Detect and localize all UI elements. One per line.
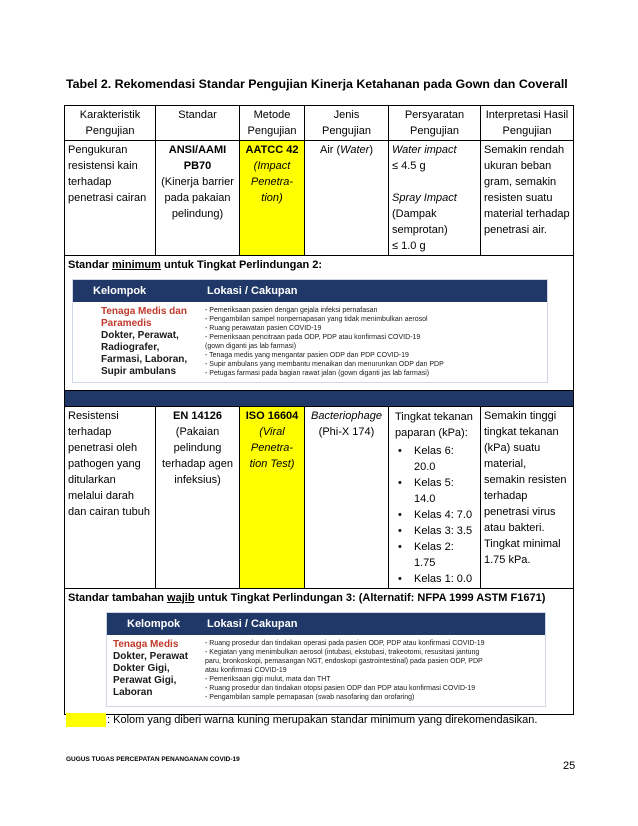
cell-metode-highlight xyxy=(240,141,305,256)
standar-code: EN 14126 xyxy=(173,410,222,422)
level2-kelompok xyxy=(73,306,199,378)
kelas-item: • Kelas 3: 3.5 xyxy=(392,523,477,539)
cell-persyaratan xyxy=(389,407,481,589)
level2-group-header xyxy=(73,280,547,302)
level3-group-header xyxy=(107,613,545,635)
lokasi-item: - Pengambilan sample pernapasan (swab nasofaring dan orofaring) xyxy=(205,694,415,701)
level2-heading xyxy=(68,257,570,273)
table-title: Tabel 2. Rekomendasi Standar Pengujian Kinerja Ketahanan pada Gown dan Coverall xyxy=(66,77,568,91)
level2-underlined: minimum xyxy=(112,259,161,271)
cell-interpretasi: Semakin rendah ukuran beban gram, semakin resisten suatu material terhadap penetrasi air. xyxy=(481,141,574,256)
level2-pre: Standar xyxy=(68,259,113,271)
kelompok-header: Kelompok xyxy=(93,285,147,297)
level3-lokasi-list xyxy=(199,639,545,702)
syarat-water-impact: Water impact xyxy=(392,144,457,156)
kelas-item: • Kelas 2: 1.75 xyxy=(392,539,477,571)
syarat-spray-impact: Spray Impact xyxy=(392,192,457,204)
lokasi-item: - Petugas farmasi pada bagian rawat jalan (gown diganti jas lab farmasi) xyxy=(205,370,430,377)
level3-cell xyxy=(65,589,574,715)
kelas-item: • Kelas 1: 0.0 xyxy=(392,571,477,587)
level2-cell xyxy=(65,256,574,391)
level2-post: untuk Tingkat Perlindungan 2: xyxy=(160,259,323,271)
level3-kelompok xyxy=(107,639,199,702)
standar-desc: (Pakaian pelindung terhadap agen infeksius) xyxy=(162,426,233,486)
level2-lokasi-list xyxy=(199,306,547,378)
cell-jenis xyxy=(305,407,389,589)
legend-note xyxy=(66,713,537,727)
jenis-1: Bacteriophage xyxy=(311,410,382,422)
kelas-list xyxy=(392,443,477,587)
jenis-a: Air ( xyxy=(320,144,341,156)
metode-code: AATCC 42 xyxy=(245,144,299,156)
level3-underlined: wajib xyxy=(167,592,195,604)
row-penetrasi-patogen xyxy=(65,407,574,589)
metode-code: ISO 16604 xyxy=(245,410,299,422)
cell-karakteristik: Resistensi terhadap penetrasi oleh pathogen yang ditularkan melalui darah dan cairan tubuh xyxy=(65,407,156,589)
metode-desc: (Viral Penetra-tion Test) xyxy=(249,426,295,470)
header-row xyxy=(65,106,574,141)
kelas-item: • Kelas 5: 14.0 xyxy=(392,475,477,507)
cell-karakteristik: Pengukuran resistensi kain terhadap penetrasi cairan xyxy=(65,141,156,256)
lokasi-item: atau konfirmasi COVID-19 xyxy=(205,667,287,674)
lokasi-item: - Ruang prosedur dan tindakan otopsi pasien ODP dan PDP atau konfirmasi COVID-19 xyxy=(205,685,476,692)
lokasi-header: Lokasi / Cakupan xyxy=(207,618,298,630)
standards-table xyxy=(64,105,574,715)
header-jenis: Jenis Pengujian xyxy=(305,106,389,141)
syarat-intro: Tingkat tekanan paparan (kPa): xyxy=(395,411,473,439)
cell-metode-highlight xyxy=(240,407,305,589)
jenis-b: Water xyxy=(340,144,370,156)
level3-pre: Standar tambahan xyxy=(68,592,168,604)
kelompok-black: Dokter, Perawat Dokter Gigi, Perawat Gigi, Laboran xyxy=(113,651,189,698)
kelas-item: • Kelas 6: 20.0 xyxy=(392,443,477,475)
row-penetrasi-cairan xyxy=(65,141,574,256)
level2-group-table xyxy=(72,279,548,383)
header-metode: Metode Pengujian xyxy=(240,106,305,141)
kelompok-red: Tenaga Medis xyxy=(113,639,179,650)
lokasi-item: - Tenaga medis yang mengantar pasien ODP dan PDP COVID-19 xyxy=(205,352,409,359)
lokasi-item: - Pengambilan sampel nonpernapasan yang tidak menimbulkan aerosol xyxy=(205,316,428,323)
cell-interpretasi: Semakin tinggi tingkat tekanan (kPa) suatu material, semakin resisten terhadap penetrasi virus atau bakteri. Tingkat minimal 1.75 kPa. xyxy=(481,407,574,589)
yellow-swatch xyxy=(66,713,106,727)
jenis-2: (Phi-X 174) xyxy=(318,426,375,438)
separator-bar xyxy=(65,391,574,407)
syarat-spray-desc: (Dampak semprotan) xyxy=(392,208,448,236)
level2-row xyxy=(65,256,574,391)
lokasi-item: - Pemeriksaan gigi mulut, mata dan THT xyxy=(205,676,331,683)
header-standar: Standar xyxy=(156,106,240,141)
level3-group-table xyxy=(106,612,546,707)
lokasi-item: - Supir ambulans yang membantu menaikan dan menurunkan ODP dan PDP xyxy=(205,361,444,368)
lokasi-item: (gown diganti jas lab farmasi) xyxy=(205,343,297,350)
level2-group-body xyxy=(73,302,547,382)
header-persyaratan: Persyaratan Pengujian xyxy=(389,106,481,141)
metode-desc: (Impact Penetra-tion) xyxy=(250,160,294,204)
jenis-c: ) xyxy=(369,144,373,156)
header-interpretasi: Interpretasi Hasil Pengujian xyxy=(481,106,574,141)
syarat-water-value: ≤ 4.5 g xyxy=(392,160,426,172)
cell-jenis xyxy=(305,141,389,256)
kelompok-header: Kelompok xyxy=(127,618,181,630)
cell-standar xyxy=(156,141,240,256)
header-karakteristik: Karakteristik Pengujian xyxy=(65,106,156,141)
separator-row xyxy=(65,391,574,407)
syarat-spray-value: ≤ 1.0 g xyxy=(392,240,426,252)
cell-standar xyxy=(156,407,240,589)
lokasi-item: - Ruang prosedur dan tindakan operasi pada pasien ODP, PDP atau konfirmasi COVID-19 xyxy=(205,640,485,647)
lokasi-item: - Pemeriksaan pasien dengan gejala infeksi pernafasan xyxy=(205,307,378,314)
lokasi-item: - Kegiatan yang menimbulkan aerosol (intubasi, ekstubasi, trakeotomi, resusitasi jantung xyxy=(205,649,480,656)
kelompok-black: Dokter, Perawat, Radiografer, Farmasi, Laboran, Supir ambulans xyxy=(101,330,188,377)
standar-desc: (Kinerja barrier pada pakaian pelindung) xyxy=(161,176,234,220)
kelas-item: • Kelas 4: 7.0 xyxy=(392,507,477,523)
lokasi-item: - Pemeriksaan pencitraan pada ODP, PDP atau konfirmasi COVID-19 xyxy=(205,334,421,341)
level3-heading xyxy=(68,590,570,606)
kelompok-red: Tenaga Medis dan Paramedis xyxy=(101,306,187,329)
level3-row xyxy=(65,589,574,715)
footer-text: GUGUS TUGAS PERCEPATAN PENANGANAN COVID-19 xyxy=(66,756,240,763)
lokasi-header: Lokasi / Cakupan xyxy=(207,285,298,297)
standar-code: ANSI/AAMI PB70 xyxy=(168,144,227,172)
cell-persyaratan xyxy=(389,141,481,256)
level3-group-body xyxy=(107,635,545,706)
page-number: 25 xyxy=(563,760,576,772)
level3-post: untuk Tingkat Perlindungan 3: (Alternatif: NFPA 1999 ASTM F1671) xyxy=(194,592,546,604)
lokasi-item: - Ruang perawatan pasien COVID-19 xyxy=(205,325,322,332)
lokasi-item: paru, bronkoskopi, pemasangan NGT, endoskopi gastrointestinal) pada pasien ODP, PDP xyxy=(205,658,483,665)
legend-text: : Kolom yang diberi warna kuning merupakan standar minimum yang direkomendasikan. xyxy=(107,714,538,726)
